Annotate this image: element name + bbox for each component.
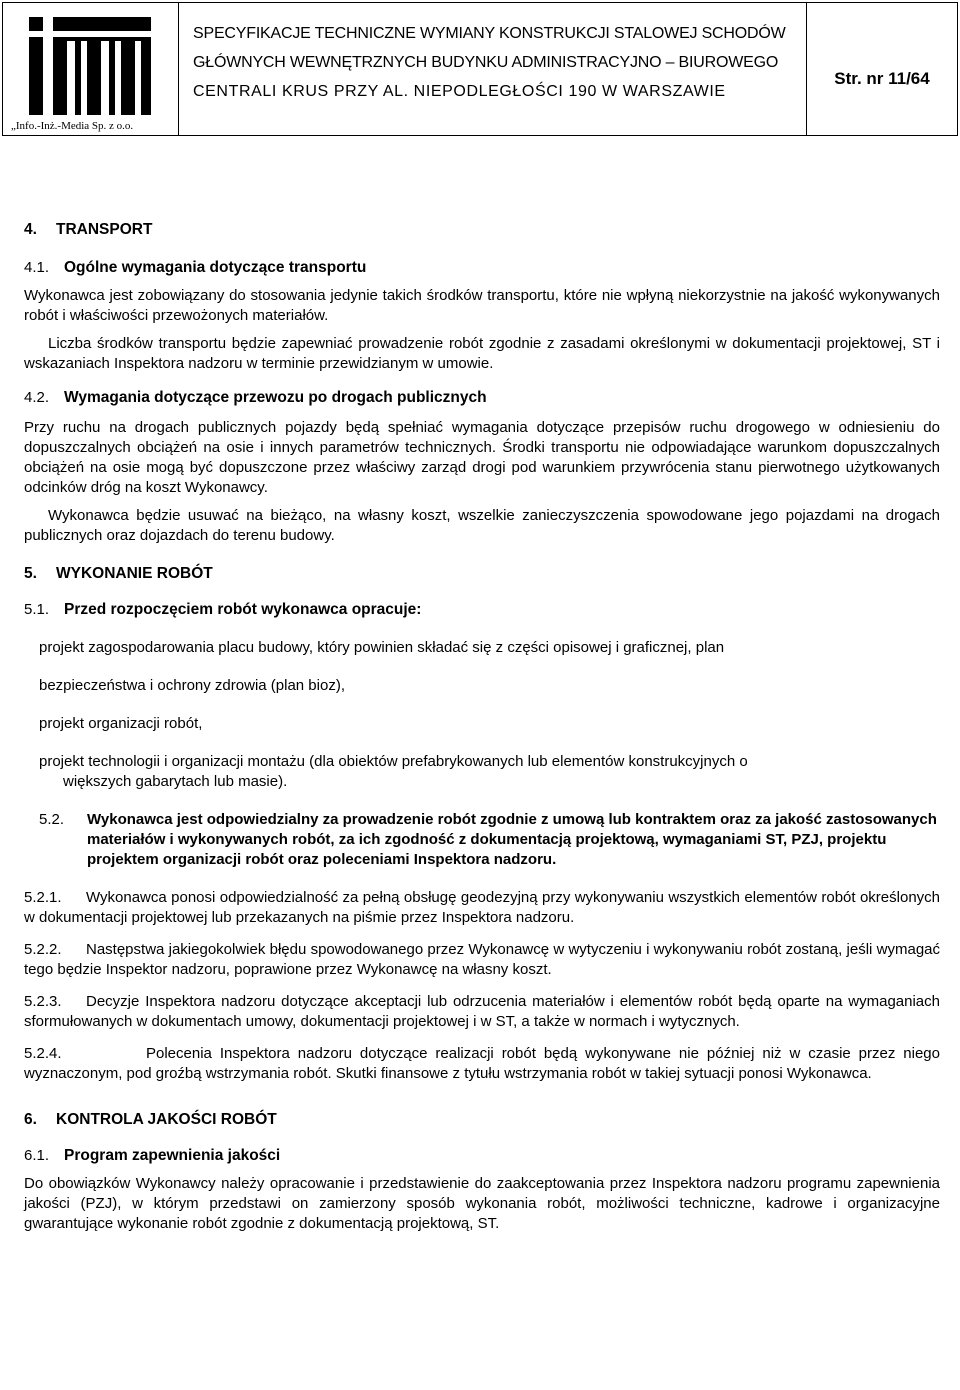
page-number-box xyxy=(807,3,957,135)
section-4-1-paragraph-1: Wykonawca jest zobowiązany do stosowania jedynie takich środków transportu, które nie wpłyną niekorzystnie na jakość wykonywanych robót i właściwości przewożonych materiałów. xyxy=(24,287,940,324)
list-item: projekt organizacji robót, xyxy=(39,715,203,732)
list-item: bezpieczeństwa i ochrony zdrowia (plan bioz), xyxy=(39,677,345,694)
section-5-2-heading: 5.2. Wykonawca jest odpowiedzialny za prowadzenie robót zgodnie z umową lub kontraktem oraz za jakość zastosowanych materiałów i wykonywanych robót, za ich zgodność z dokumentacją projektową, wymaganiami ST, PZJ, projektu projektem organizacji robót oraz poleceniami Inspektora nadzoru. xyxy=(39,811,937,868)
document-header xyxy=(2,2,958,136)
section-5-1-heading: 5.1. Przed rozpoczęciem robót wykonawca opracuje: xyxy=(24,601,422,618)
list-item-continuation: większych gabarytach lub masie). xyxy=(63,773,288,790)
title-line-3: CENTRALI KRUS PRZY AL. NIEPODLEGŁOŚCI 190 W WARSZAWIE xyxy=(193,83,726,100)
title-line-2: GŁÓWNYCH WEWNĘTRZNYCH BUDYNKU ADMINISTRACYJNO – BIUROWEGO xyxy=(193,54,779,71)
page-number: Str. nr 11/64 xyxy=(834,69,930,88)
list-item: projekt technologii i organizacji montażu (dla obiektów prefabrykowanych lub elementów konstrukcyjnych o xyxy=(39,753,748,770)
logo-area xyxy=(3,3,179,135)
section-5-heading: 5. WYKONANIE ROBÓT xyxy=(24,565,213,582)
title-line-1: SPECYFIKACJE TECHNICZNE WYMIANY KONSTRUKCJI STALOWEJ SCHODÓW xyxy=(193,25,786,42)
section-5-2-4-paragraph: 5.2.4. Polecenia Inspektora nadzoru dotyczące realizacji robót będą wykonywane nie później niż w czasie przez niego wyznaczonym, pod groźbą wstrzymania robót. Skutki finansowe z tytułu wstrzymania robót w takiej sytuacji ponosi Wykonawca. xyxy=(24,1045,940,1082)
section-4-2-paragraph-1: Przy ruchu na drogach publicznych pojazdy będą spełniać wymagania dotyczące przepisów ruchu drogowego w odniesieniu do dopuszczalnych obciążeń na osie i innych parametrów technicznych. Środki transportu nie odpowiadające warunkom dopuszczalnych obciążeń na osie mogą być dopuszczone przez właściwy zarząd drogi pod warunkiem przywrócenia stanu pierwotnego użytkowanych odcinków dróg na koszt Wykonawcy. xyxy=(24,419,940,496)
list-item: projekt zagospodarowania placu budowy, który powinien składać się z części opisowej i graficznej, plan xyxy=(39,639,725,656)
section-5-2-2-paragraph: 5.2.2. Następstwa jakiegokolwiek błędu spowodowanego przez Wykonawcę w wytyczeniu i wykonywaniu robót zostaną, jeśli wymagać tego będzie Inspektor nadzoru, poprawione przez Wykonawcę na własny koszt. xyxy=(24,941,940,978)
section-5-2-1-paragraph: 5.2.1. Wykonawca ponosi odpowiedzialność za pełną obsługę geodezyjną przy wykonywaniu wszystkich elementów robót określonych w dokumentacji projektowej lub przekazanych na piśmie przez Inspektora nadzoru. xyxy=(24,889,940,926)
section-4-1-paragraph-2: Liczba środków transportu będzie zapewniać prowadzenie robót zgodnie z zasadami określonymi w dokumentacji projektowej, ST i wskazaniach Inspektora nadzoru w terminie przewidzianym w umowie. xyxy=(24,335,940,372)
document-title xyxy=(179,3,807,135)
section-6-heading: 6. KONTROLA JAKOŚCI ROBÓT xyxy=(24,1111,277,1128)
document-body xyxy=(24,218,940,1234)
section-4-2-paragraph-2: Wykonawca będzie usuwać na bieżąco, na własny koszt, wszelkie zanieczyszczenia spowodowane jego pojazdami na drogach publicznych oraz dojazdach do terenu budowy. xyxy=(24,507,940,544)
company-logo-icon xyxy=(29,17,151,115)
section-5-2-3-paragraph: 5.2.3. Decyzje Inspektora nadzoru dotyczące akceptacji lub odrzucenia materiałów i elementów robót będą oparte na wymaganiach sformułowanych w dokumentach umowy, dokumentacji projektowej i w ST, a także w normach i wytycznych. xyxy=(24,993,940,1030)
section-4-heading: 4. TRANSPORT xyxy=(24,221,153,238)
section-6-1-paragraph-1: Do obowiązków Wykonawcy należy opracowanie i przedstawienie do zaakceptowania przez Inspektora nadzoru programu zapewnienia jakości (PZJ), w którym przedstawi on zamierzony sposób wykonania robót, możliwości techniczne, kadrowe i organizacyjne gwarantujące wykonanie robót zgodnie z dokumentacją projektową, ST. xyxy=(24,1175,940,1232)
section-6-1-heading: 6.1. Program zapewnienia jakości xyxy=(24,1147,281,1164)
section-4-1-heading: 4.1. Ogólne wymagania dotyczące transportu xyxy=(24,259,367,276)
logo-caption: „Info.-Inż.-Media Sp. z o.o. xyxy=(11,120,134,132)
section-4-2-heading: 4.2. Wymagania dotyczące przewozu po drogach publicznych xyxy=(24,389,487,406)
